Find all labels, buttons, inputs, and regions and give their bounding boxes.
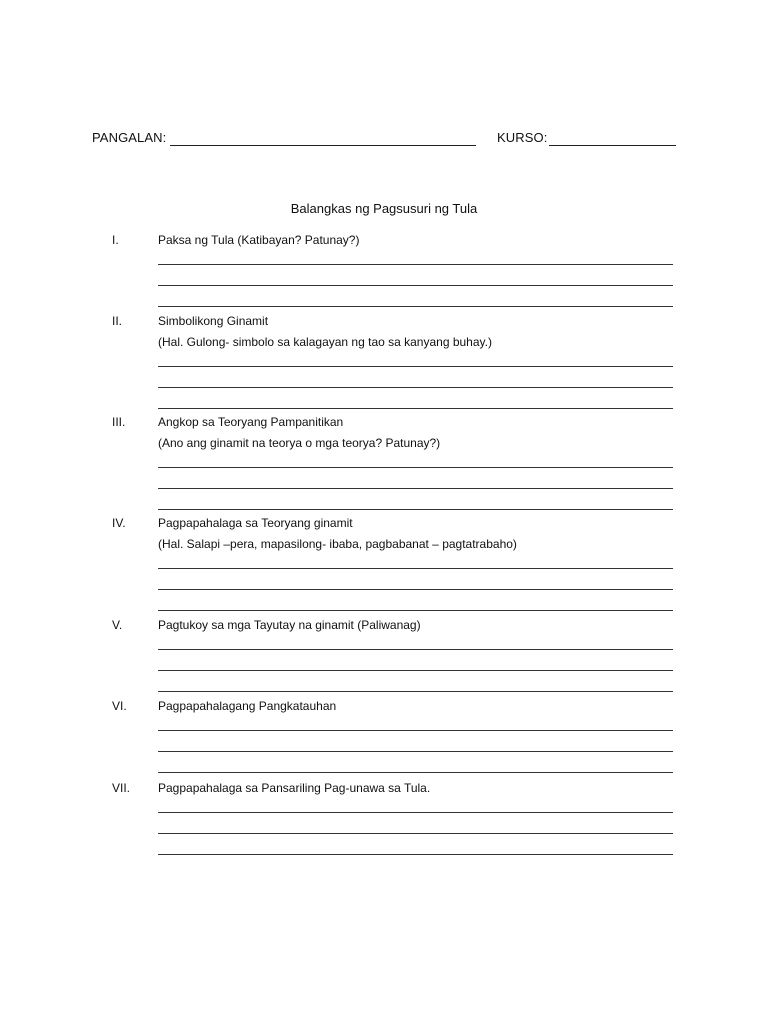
section-numeral: III. [112, 415, 126, 429]
section-heading: Angkop sa Teoryang Pampanitikan [158, 415, 344, 429]
section-heading: Paksa ng Tula (Katibayan? Patunay?) [158, 233, 360, 247]
section-numeral: VI. [112, 699, 127, 713]
answer-line[interactable] [158, 670, 673, 671]
document-title: Balangkas ng Pagsusuri ng Tula [290, 201, 478, 216]
section-subheading: (Ano ang ginamit na teorya o mga teorya? Patunay?) [158, 436, 441, 450]
section-subheading: (Hal. Gulong- simbolo sa kalagayan ng tao sa kanyang buhay.) [158, 335, 492, 349]
answer-line[interactable] [158, 751, 673, 752]
answer-line[interactable] [158, 264, 673, 265]
answer-line[interactable] [158, 285, 673, 286]
answer-line[interactable] [158, 772, 673, 773]
section-heading: Pagpapahalaga sa Pansariling Pag-unawa sa Tula. [158, 781, 431, 795]
answer-line[interactable] [158, 854, 673, 855]
section-heading: Pagpapahalagang Pangkatauhan [158, 699, 337, 713]
answer-line[interactable] [158, 833, 673, 834]
name-label: PANGALAN: [92, 130, 167, 145]
answer-line[interactable] [158, 610, 673, 611]
section-subheading: (Hal. Salapi –pera, mapasilong- ibaba, pagbabanat – pagtatrabaho) [158, 537, 517, 551]
answer-line[interactable] [158, 467, 673, 468]
student-info-row [0, 130, 768, 150]
answer-line[interactable] [158, 568, 673, 569]
answer-line[interactable] [158, 730, 673, 731]
answer-line[interactable] [158, 649, 673, 650]
section-numeral: IV. [112, 516, 126, 530]
answer-line[interactable] [158, 488, 673, 489]
section-numeral: VII. [112, 781, 131, 795]
course-field-line[interactable] [549, 145, 676, 146]
answer-line[interactable] [158, 306, 673, 307]
answer-line[interactable] [158, 408, 673, 409]
section-numeral: I. [112, 233, 119, 247]
answer-line[interactable] [158, 366, 673, 367]
answer-line[interactable] [158, 387, 673, 388]
section-numeral: II. [112, 314, 123, 328]
section-heading: Pagpapahalaga sa Teoryang ginamit [158, 516, 353, 530]
answer-line[interactable] [158, 589, 673, 590]
name-field-line[interactable] [170, 145, 476, 146]
section-numeral: V. [112, 618, 123, 632]
section-heading: Simbolikong Ginamit [158, 314, 269, 328]
section-heading: Pagtukoy sa mga Tayutay na ginamit (Paliwanag) [158, 618, 421, 632]
answer-line[interactable] [158, 691, 673, 692]
answer-line[interactable] [158, 509, 673, 510]
course-label: KURSO: [497, 130, 548, 145]
answer-line[interactable] [158, 812, 673, 813]
